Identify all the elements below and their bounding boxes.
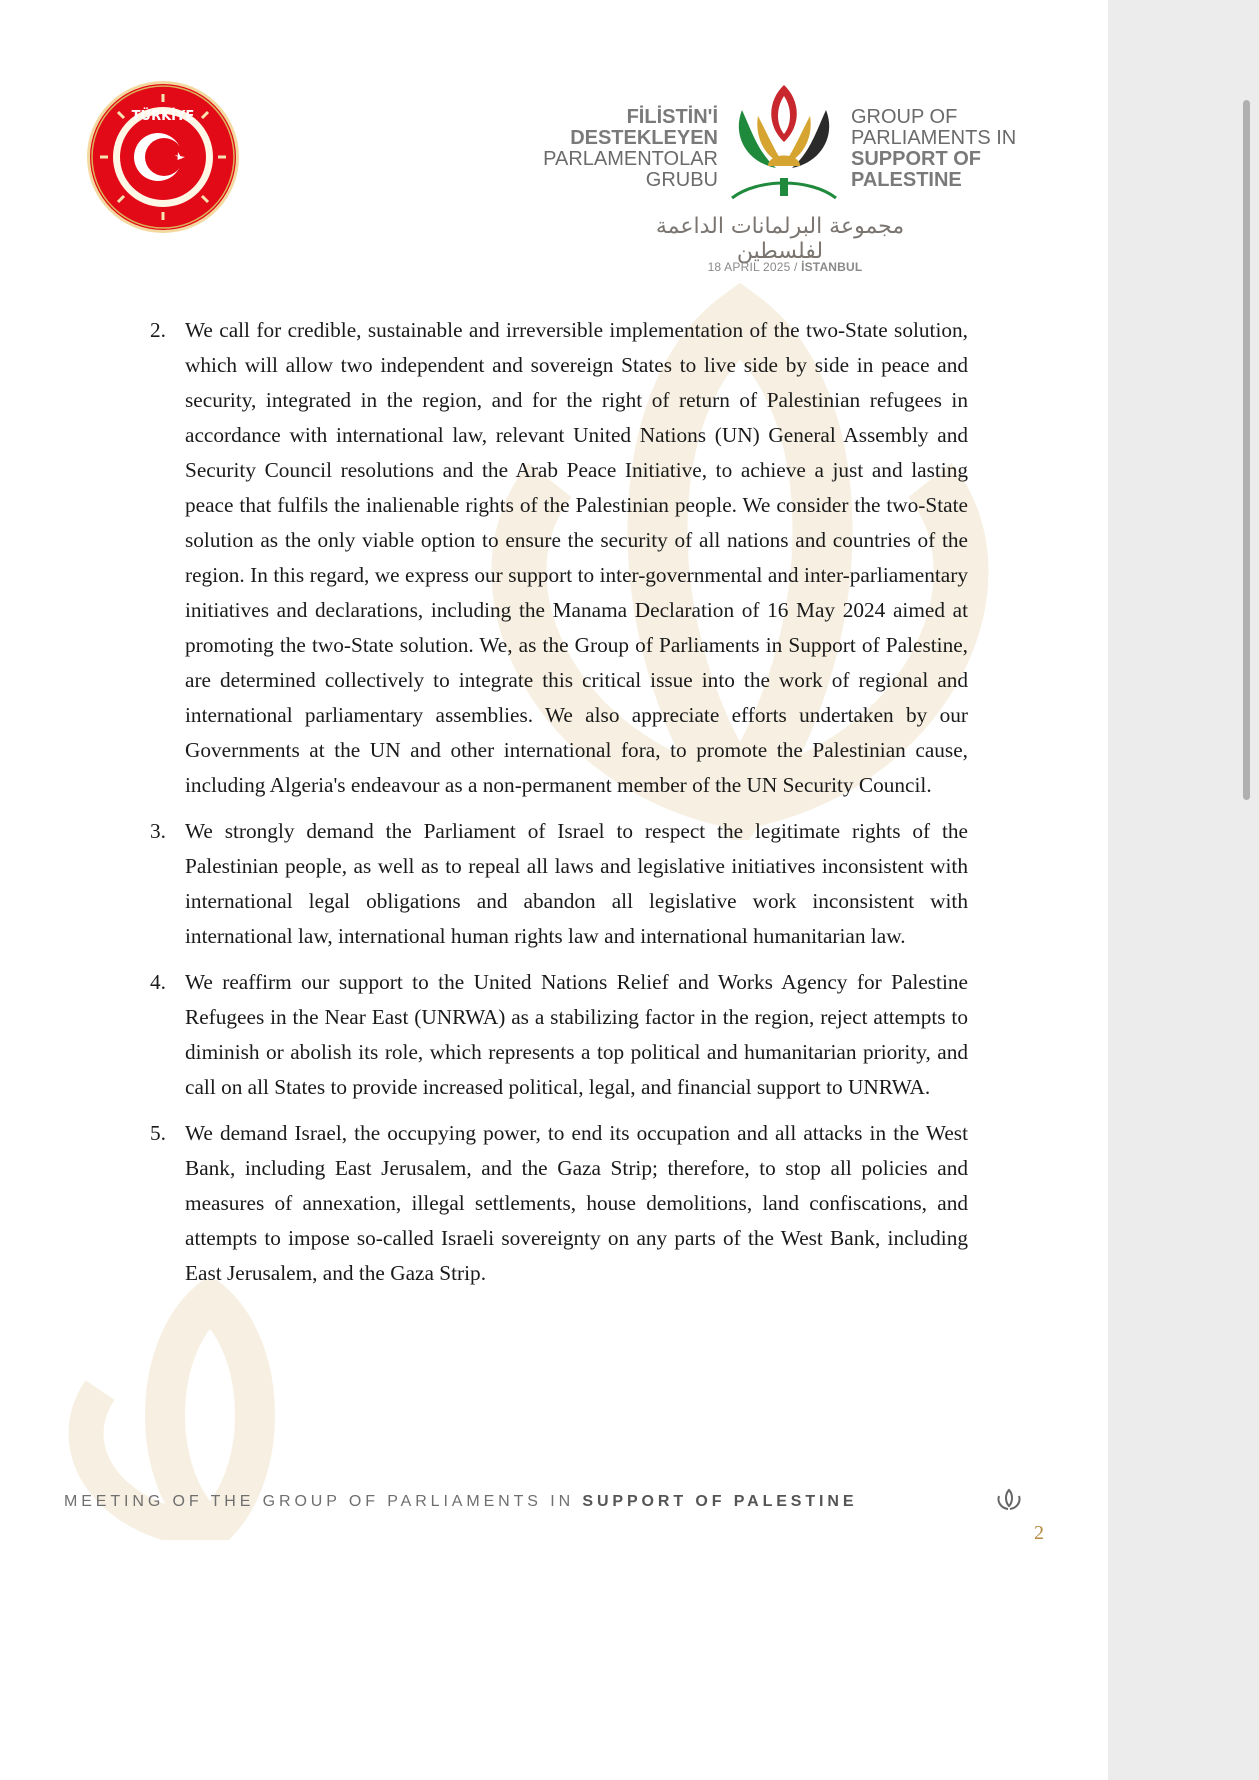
item-number: 3. bbox=[150, 819, 166, 843]
group-name-tr-line3: PARLAMENTOLAR bbox=[543, 148, 718, 170]
list-item bbox=[150, 313, 968, 803]
footer-text-bold: SUPPORT OF PALESTINE bbox=[582, 1493, 858, 1510]
group-name-arabic: مجموعة البرلمانات الداعمة لفلسطين bbox=[655, 214, 905, 264]
seal-top-text: TÜRKİYE bbox=[131, 109, 195, 124]
item-text: We reaffirm our support to the United Nations Relief and Works Agency for Palestine Refugees in the Near East (UNRWA) as a stabilizing factor in the region, reject attempts to diminish or abolish its role, which represents a top political and humanitarian priority, and call on all States to provide increased political, legal, and financial support to UNRWA. bbox=[185, 970, 968, 1099]
item-text: We strongly demand the Parliament of Israel to respect the legitimate rights of the Palestinian people, as well as to repeal all laws and legislative initiatives inconsistent with international legal obligations and abandon all legislative work inconsistent with international law, international human rights law and international humanitarian law. bbox=[185, 819, 968, 948]
group-name-english bbox=[851, 107, 1051, 191]
group-name-en-line1: GROUP OF bbox=[851, 106, 958, 128]
item-number: 4. bbox=[150, 970, 166, 994]
group-emblem-logo bbox=[728, 80, 840, 204]
group-name-en-line2: PARLIAMENTS IN bbox=[851, 127, 1017, 149]
scrollbar-track[interactable] bbox=[1108, 0, 1259, 1780]
group-name-tr-line2: DESTEKLEYEN bbox=[570, 127, 718, 149]
page-footer bbox=[64, 1493, 964, 1511]
meeting-city: İSTANBUL bbox=[801, 260, 863, 274]
group-name-turkish bbox=[520, 107, 718, 191]
footer-text: MEETING OF THE GROUP OF PARLIAMENTS IN bbox=[64, 1493, 583, 1510]
footer-emblem-icon bbox=[995, 1488, 1023, 1512]
group-name-tr-line4: GRUBU bbox=[645, 169, 718, 191]
item-number: 2. bbox=[150, 318, 166, 342]
item-number: 5. bbox=[150, 1121, 166, 1145]
meeting-date: 18 APRIL 2025 bbox=[707, 260, 791, 274]
declaration-body bbox=[150, 313, 968, 1302]
list-item bbox=[150, 1116, 968, 1291]
group-name-en-line4: PALESTINE bbox=[851, 169, 962, 191]
list-item bbox=[150, 814, 968, 954]
tbmm-seal-logo bbox=[86, 80, 240, 234]
scrollbar-thumb[interactable] bbox=[1243, 100, 1250, 800]
list-item bbox=[150, 965, 968, 1105]
group-name-tr-line1: FİLİSTİN'İ bbox=[626, 106, 718, 128]
dateline bbox=[650, 260, 920, 274]
item-text: We demand Israel, the occupying power, to end its occupation and all attacks in the West Bank, including East Jerusalem, and the Gaza Strip; therefore, to stop all policies and measures of annexation, illegal settlements, house demolitions, land confiscations, and attempts to impose so-called Israeli sovereignty on any parts of the West Bank, including East Jerusalem, and the Gaza Strip. bbox=[185, 1121, 968, 1285]
group-name-en-line3: SUPPORT OF bbox=[851, 148, 982, 170]
page-number: 2 bbox=[1034, 1522, 1044, 1544]
item-text: We call for credible, sustainable and irreversible implementation of the two-State solution, which will allow two independent and sovereign States to live side by side in peace and security, integrated in the region, and for the right of return of Palestinian refugees in accordance with international law, relevant United Nations (UN) General Assembly and Security Council resolutions and the Arab Peace Initiative, to achieve a just and lasting peace that fulfils the inalienable rights of the Palestinian people. We consider the two-State solution as the only viable option to ensure the security of all nations and countries of the region. In this regard, we express our support to inter-governmental and inter-parliamentary initiatives and declarations, including the Manama Declaration of 16 May 2024 aimed at promoting the two-State solution. We, as the Group of Parliaments in Support of Palestine, are determined collectively to integrate this critical issue into the work of regional and international parliamentary assemblies. We also appreciate efforts undertaken by our Governments at the UN and other international fora, to promote the Palestinian cause, including Algeria's endeavour as a non-permanent member of the UN Security Council. bbox=[185, 318, 968, 797]
dateline-separator: / bbox=[790, 260, 802, 274]
